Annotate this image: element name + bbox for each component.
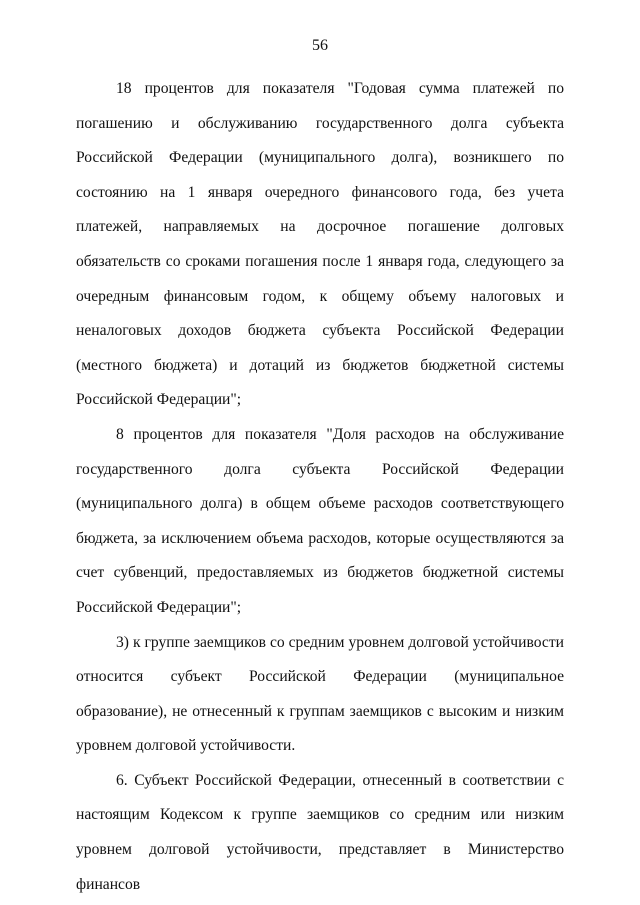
paragraph-8-percent: 8 процентов для показателя "Доля расходов на обслуживание государственного долга субъекта Российской Федерации (муниципального долга) в общем объеме расходов соответствующего бюджета, за исключением объема расходов, которые осуществляются за счет субвенций, предоставляемых из бюджетов бюджетной системы Российской Федерации"; bbox=[76, 425, 564, 616]
page-number: 56 bbox=[312, 37, 328, 54]
paragraph-18-percent: 18 процентов для показателя "Годовая сумма платежей по погашению и обслуживанию государственного долга субъекта Российской Федерации (муниципального долга), возникшего по состоянию на 1 января очередного финансового года, без учета платежей, направляемых на досрочное погашение долговых обязательств со сроками погашения после 1 января года, следующего за очередным финансовым годом, к общему объему налоговых и неналоговых доходов бюджета субъекта Российской Федерации (местного бюджета) и дотаций из бюджетов бюджетной системы Российской Федерации"; bbox=[76, 80, 564, 409]
paragraph-item-6: 6. Субъект Российской Федерации, отнесенный в соответствии с настоящим Кодексом к группе заемщиков со средним или низким уровнем долговой устойчивости, представляет в Министерство финансов bbox=[76, 771, 564, 893]
document-body bbox=[76, 72, 564, 902]
paragraph-item-3: 3) к группе заемщиков со средним уровнем долговой устойчивости относится субъект Российской Федерации (муниципальное образование), не отнесенный к группам заемщиков с высоким и низким уровнем долговой устойчивости. bbox=[76, 633, 564, 755]
